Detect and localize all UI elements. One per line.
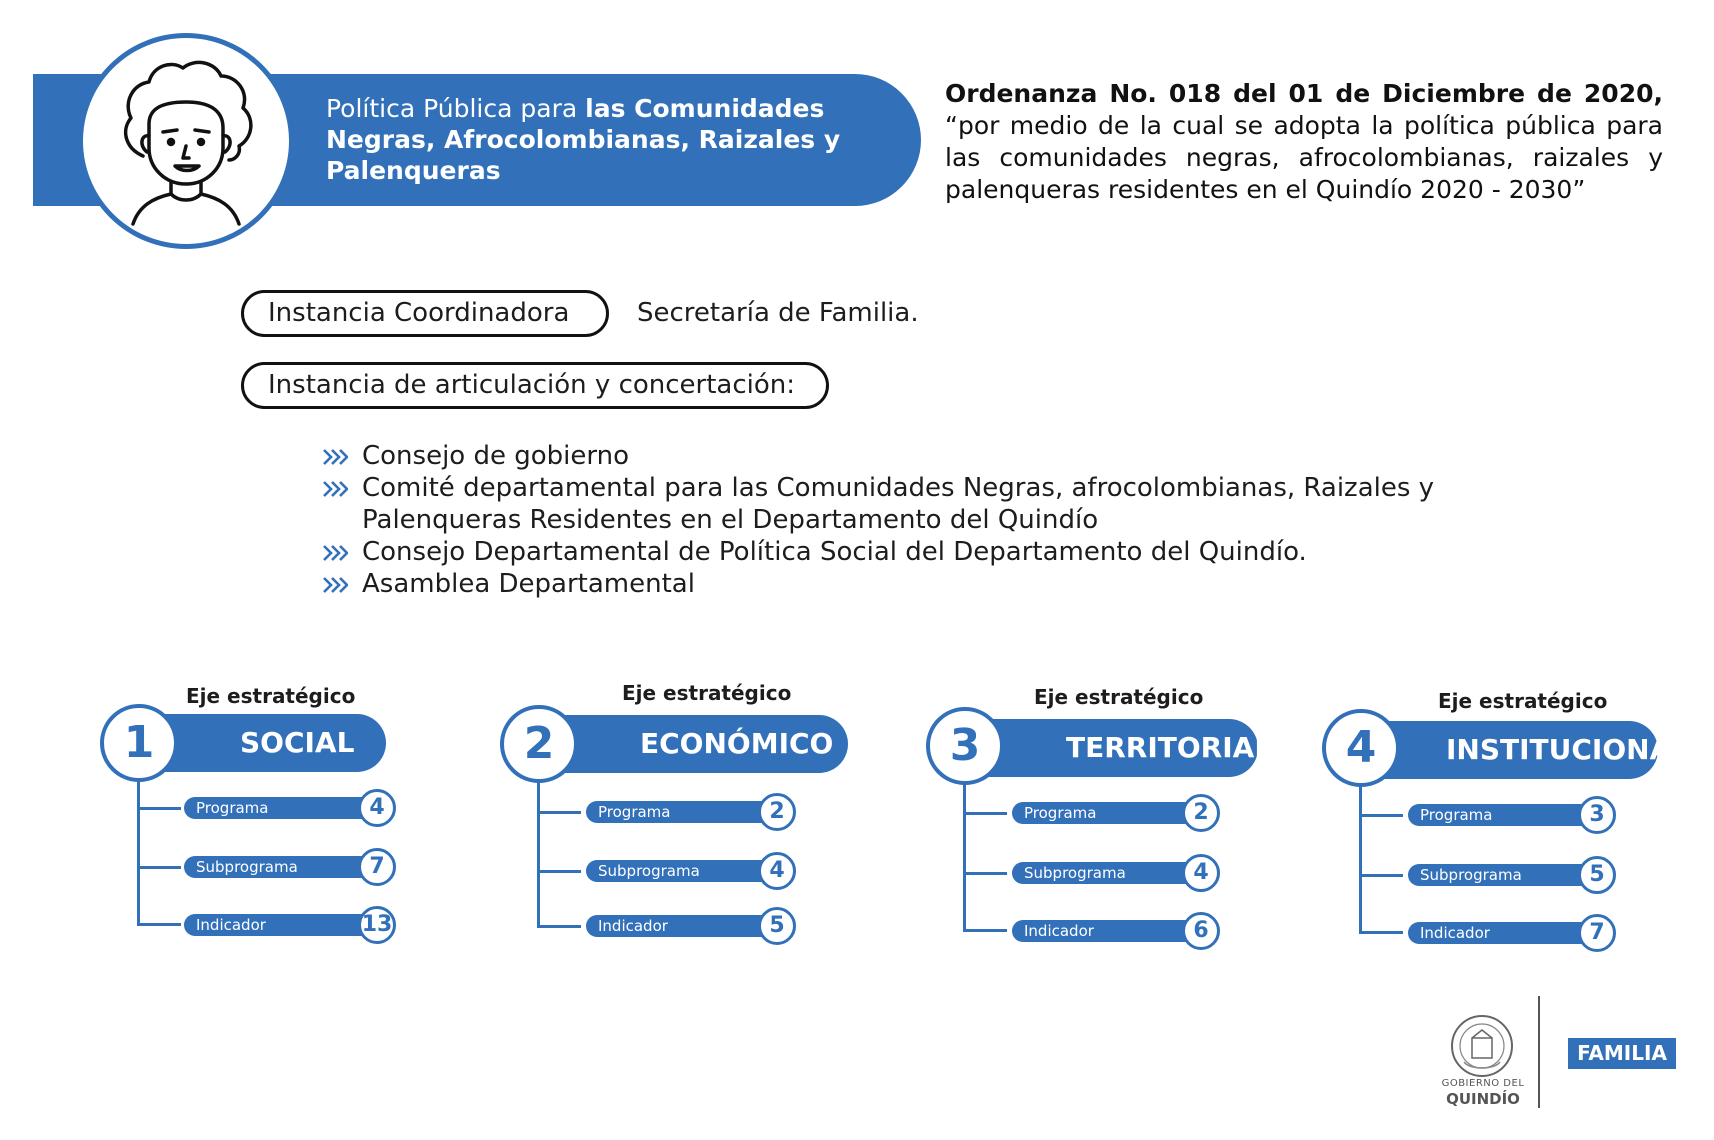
eje-number: 1 <box>100 704 178 782</box>
indicador-count: 7 <box>1578 914 1616 952</box>
eje-label: Eje estratégico <box>622 681 792 705</box>
tree-branch <box>537 925 581 928</box>
coordinadora-label: Instancia Coordinadora <box>241 290 609 337</box>
list-item-label: Consejo Departamental de Política Social del Departamento del Quindío. <box>362 537 1307 567</box>
indicador-count: 5 <box>758 907 796 945</box>
list-item-label: Consejo de gobierno <box>362 441 629 471</box>
list-item <box>322 472 1522 536</box>
eje-number: 2 <box>500 705 578 783</box>
footer-divider <box>1538 996 1540 1108</box>
double-chevron-icon <box>322 545 348 561</box>
programa-count: 2 <box>1182 794 1220 832</box>
eje-number: 4 <box>1322 709 1400 787</box>
subprograma-label: Subprograma <box>1012 862 1202 884</box>
programa-label: Programa <box>184 797 374 819</box>
tree-branch <box>537 811 581 814</box>
indicador-label: Indicador <box>1012 920 1202 942</box>
subprograma-count: 5 <box>1578 856 1616 894</box>
list-item-label: Asamblea Departamental <box>362 569 695 599</box>
tree-branch <box>537 870 581 873</box>
ordinance-text <box>945 78 1663 206</box>
tree-branch <box>963 929 1007 932</box>
person-icon <box>83 38 289 244</box>
programa-label: Programa <box>1012 802 1202 824</box>
eje-label: Eje estratégico <box>186 684 356 708</box>
policy-title <box>326 93 886 186</box>
tree-branch <box>1359 814 1403 817</box>
eje-institucional <box>1322 689 1690 959</box>
gobierno-label: GOBIERNO DEL <box>1441 1078 1525 1089</box>
indicador-label: Indicador <box>1408 922 1598 944</box>
indicador-count: 13 <box>358 906 396 944</box>
programa-label: Programa <box>1408 804 1598 826</box>
subprograma-count: 4 <box>1182 854 1220 892</box>
programa-count: 2 <box>758 793 796 831</box>
subprograma-count: 4 <box>758 852 796 890</box>
tree-branch <box>1359 931 1403 934</box>
tree-branch <box>137 923 181 926</box>
quindio-label: QUINDÍO <box>1446 1090 1520 1108</box>
eje-name: TERRITORIAL <box>964 719 1258 777</box>
ordinance-description: “por medio de la cual se adopta la política pública para las comunidades negras, afrocolombianas, raizales y palenqueras residentes en el Quindío 2020 - 2030” <box>945 111 1663 204</box>
indicador-count: 6 <box>1182 912 1220 950</box>
eje-name: INSTITUCIONAL <box>1360 721 1658 779</box>
programa-count: 4 <box>358 789 396 827</box>
tree-branch <box>137 866 181 869</box>
indicador-label: Indicador <box>184 914 374 936</box>
subprograma-label: Subprograma <box>1408 864 1598 886</box>
double-chevron-icon <box>322 449 348 465</box>
policy-title-prefix: Política Pública para <box>326 94 586 123</box>
coordinadora-value: Secretaría de Familia. <box>637 298 919 328</box>
eje-label: Eje estratégico <box>1438 689 1608 713</box>
subprograma-count: 7 <box>358 848 396 886</box>
programa-label: Programa <box>586 801 776 823</box>
government-seal <box>1446 1010 1518 1082</box>
articulacion-label: Instancia de articulación y concertación: <box>241 362 829 409</box>
double-chevron-icon <box>322 481 348 497</box>
tree-line <box>1359 785 1362 931</box>
eje-social <box>100 684 420 954</box>
list-item <box>322 536 1522 568</box>
programa-count: 3 <box>1578 796 1616 834</box>
tree-branch <box>1359 874 1403 877</box>
eje-name: SOCIAL <box>138 714 386 772</box>
subprograma-label: Subprograma <box>586 860 776 882</box>
list-item <box>322 568 1522 600</box>
eje-label: Eje estratégico <box>1034 685 1204 709</box>
tree-branch <box>963 872 1007 875</box>
list-item-label: Comité departamental para las Comunidades Negras, afrocolombianas, Raizales y Palenqueras Residentes en el Departamento del Quindío <box>362 473 1435 535</box>
list-item <box>322 440 1522 472</box>
eje-territorial <box>926 685 1273 955</box>
seal-icon <box>1446 1010 1518 1082</box>
tree-line <box>537 781 540 925</box>
eje-name: ECONÓMICO <box>538 715 848 773</box>
ordinance-title: Ordenanza No. 018 del 01 de Diciembre de 2020, <box>945 79 1663 108</box>
double-chevron-icon <box>322 577 348 593</box>
eje-economico <box>500 681 850 951</box>
avatar-illustration <box>78 33 294 249</box>
eje-number: 3 <box>926 707 1004 785</box>
policy-title-bold: las Comunidades Negras, Afrocolombianas, Raizales y Palenqueras <box>326 94 841 185</box>
familia-badge: FAMILIA <box>1568 1038 1676 1069</box>
tree-branch <box>963 812 1007 815</box>
indicador-label: Indicador <box>586 915 776 937</box>
subprograma-label: Subprograma <box>184 856 374 878</box>
tree-line <box>963 783 966 929</box>
tree-line <box>137 780 140 924</box>
tree-branch <box>137 807 181 810</box>
articulacion-list <box>322 440 1522 600</box>
